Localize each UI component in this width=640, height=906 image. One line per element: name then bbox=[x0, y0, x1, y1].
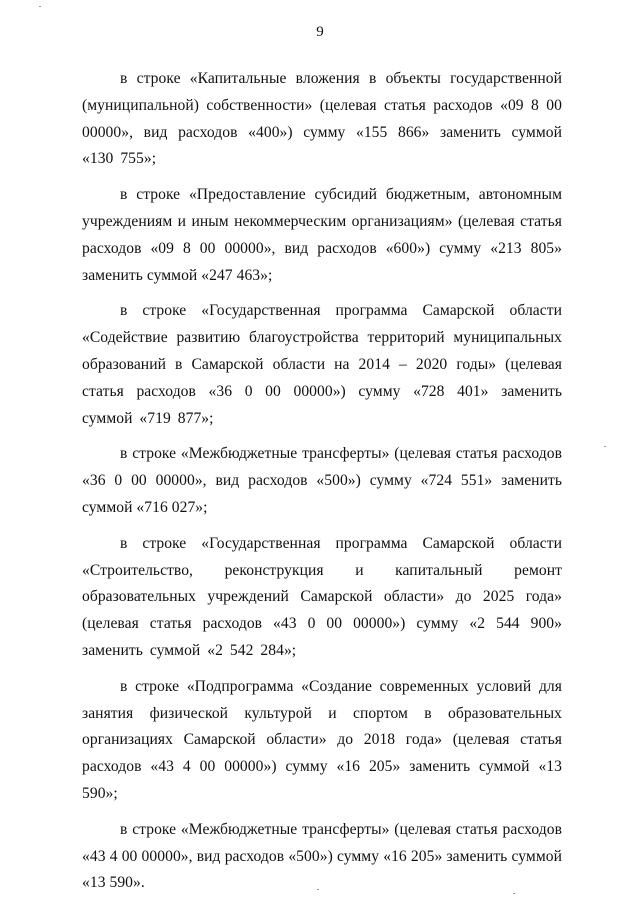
paragraph-7: в строке «Межбюджетные трансферты» (целевая статья расходов «43 4 00 00000», вид расходов «500») сумму «16 205» заменить суммой «13 590». bbox=[82, 820, 562, 892]
paragraph-5: в строке «Государственная программа Самарской области «Строительство, реконструкция и капитальный ремонт образовательных учреждений Самарской области» до 2025 года» (целевая статья расходов «43 0 00 00000») сумму «2 544 900» заменить суммой «2 542 284»; bbox=[82, 534, 562, 659]
scan-speck bbox=[39, 6, 41, 7]
paragraph-2: в строке «Предоставление субсидий бюджетным, автономным учреждениям и иным некоммерческим организациям» (целевая статья расходов «09 8 00 00000», вид расходов «600») сумму «213 805» заменить суммой «247 463»; bbox=[82, 186, 562, 284]
page-number: 9 bbox=[316, 24, 324, 40]
paragraph-3: в строке «Государственная программа Самарской области «Содействие развитию благоустройства территорий муниципальных образований в Самарской области на 2014 – 2020 годы» (целевая статья расходов «36 0 00 00000») сумму «728 401» заменить суммой «719 877»; bbox=[82, 302, 562, 427]
paragraph-4: в строке «Межбюджетные трансферты» (целевая статья расходов «36 0 00 00000», вид расходов «500») сумму «724 551» заменить суммой «716 027»; bbox=[82, 445, 562, 516]
paragraph-1: в строке «Капитальные вложения в объекты государственной (муниципальной) собственности» (целевая статья расходов «09 8 00 00000», вид расходов «400») сумму «155 866» заменить суммой «130 755»; bbox=[82, 70, 562, 168]
paragraph-6: в строке «Подпрограмма «Создание современных условий для занятия физической культурой и спортом в образовательных организациях Самарской области» до 2018 года» (целевая статья расходов «43 4 00 00000») сумму «16 205» заменить суммой «13 590»; bbox=[82, 677, 562, 802]
scan-speck bbox=[604, 446, 606, 447]
document-body bbox=[82, 66, 562, 906]
